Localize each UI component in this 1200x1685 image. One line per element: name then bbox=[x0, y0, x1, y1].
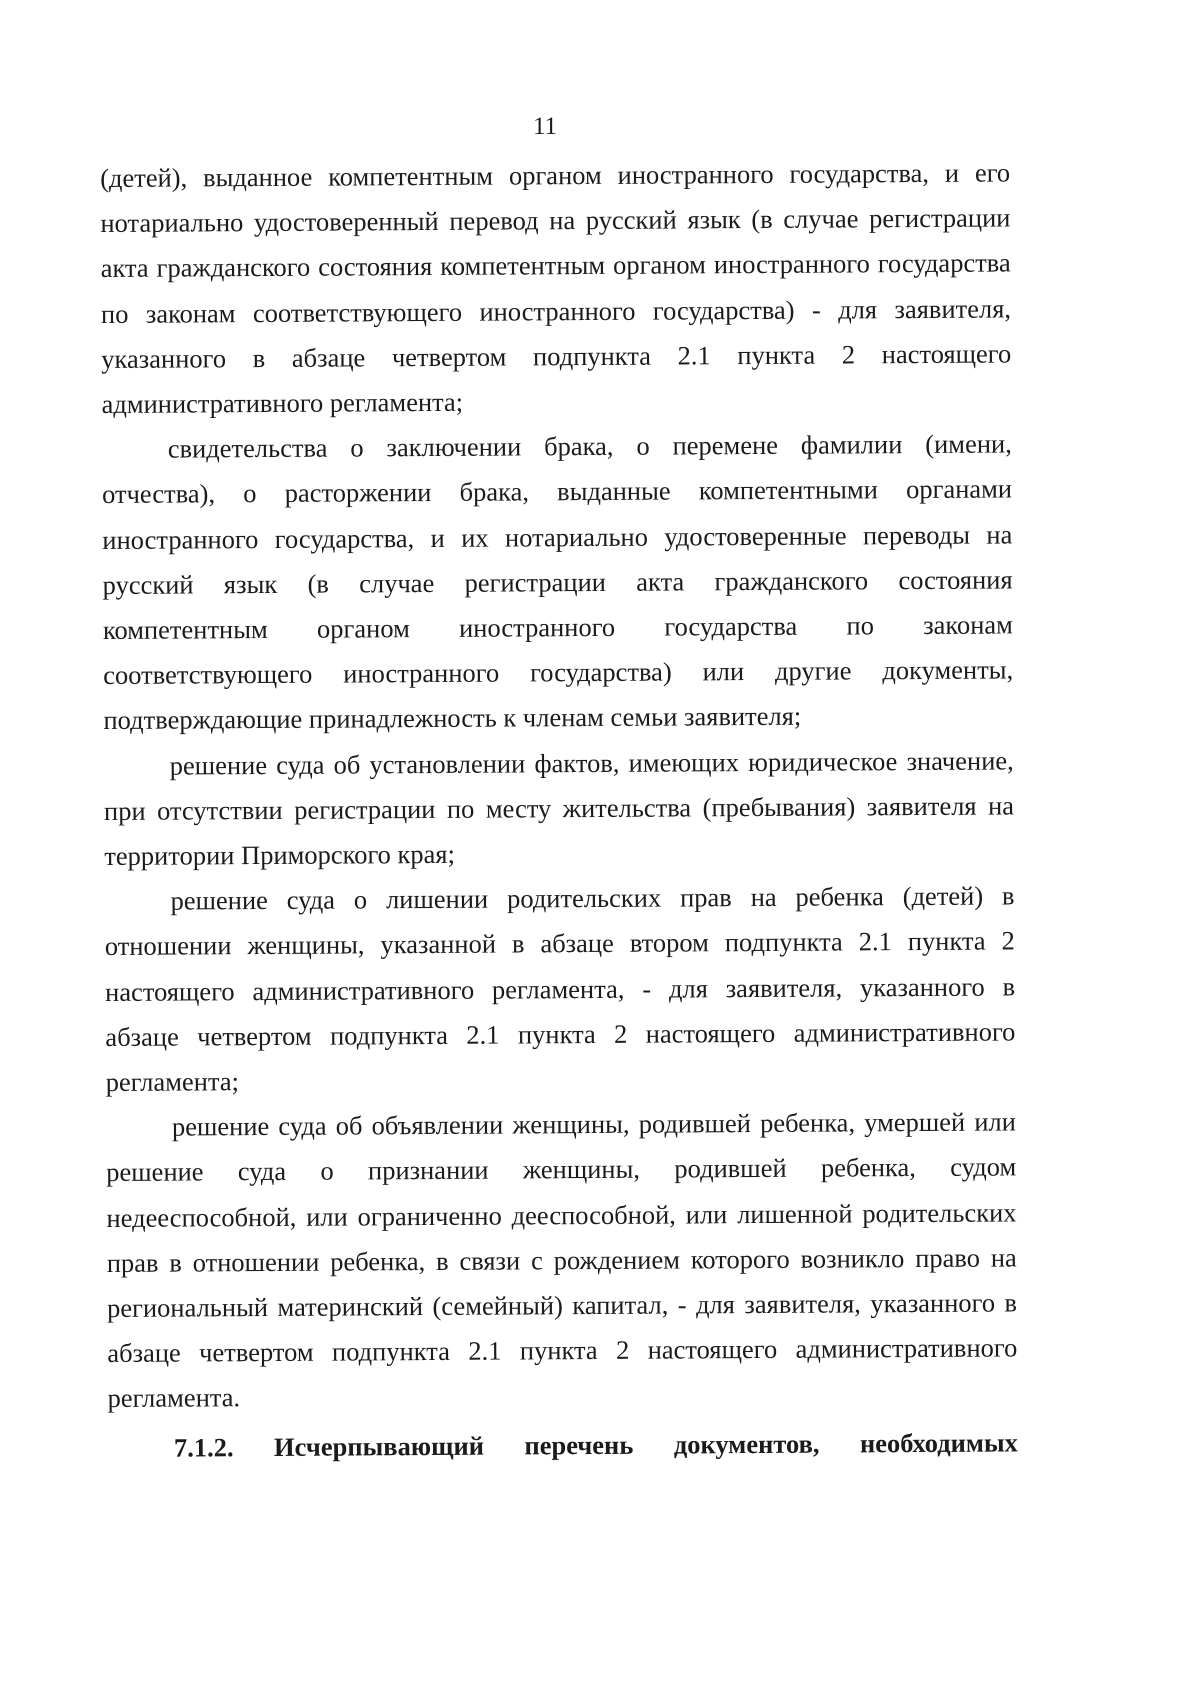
paragraph-court-decision-deceased: решение суда об объявлении женщины, родившей ребенка, умершей или решение суда о признании женщины, родившей ребенка, судом недееспособной, или ограниченно дееспособной, или лишенной родительских прав в отношении ребенка, в связи с рождением которого возникло право на региональный материнский (семейный) капитал, - для заявителя, указанного в абзаце четвертом подпункта 2.1 пункта 2 настоящего административного регламента. bbox=[106, 1106, 1018, 1414]
paragraph-marriage-certificates: свидетельства о заключении брака, о перемене фамилии (имени, отчества), о расторжении брака, выданные компетентными органами иностранного государства, и их нотариально удостоверенные переводы на русский язык (в случае регистрации акта гражданского состояния компетентным органом иностранного государства по законам соответствующего иностранного государства) или другие документы, подтверждающие принадлежность к членам семьи заявителя; bbox=[101, 428, 1014, 736]
paragraph-continuation: (детей), выданное компетентным органом иностранного государства, и его нотариально удостоверенный перевод на русский язык (в случае регистрации акта гражданского состояния компетентным органом иностранного государства по законам соответствующего иностранного государства) - для заявителя, указанного в абзаце четвертом подпункта 2.1 пункта 2 настоящего административного регламента; bbox=[100, 157, 1012, 420]
page-number: 11 bbox=[532, 113, 558, 140]
document-body bbox=[100, 150, 1018, 1470]
paragraph-court-decision-parental-rights: решение суда о лишении родительских прав на ребенка (детей) в отношении женщины, указанной в абзаце втором подпункта 2.1 пункта 2 настоящего административного регламента, - для заявителя, указанного в абзаце четвертом подпункта 2.1 пункта 2 настоящего административного регламента; bbox=[104, 880, 1016, 1098]
paragraph-court-decision-facts: решение суда об установлении фактов, имеющих юридическое значение, при отсутствии регистрации по месту жительства (пребывания) заявителя на территории Приморского края; bbox=[103, 745, 1015, 872]
section-heading: 7.1.2. Исчерпывающий перечень документов, необходимых bbox=[173, 1427, 1018, 1463]
